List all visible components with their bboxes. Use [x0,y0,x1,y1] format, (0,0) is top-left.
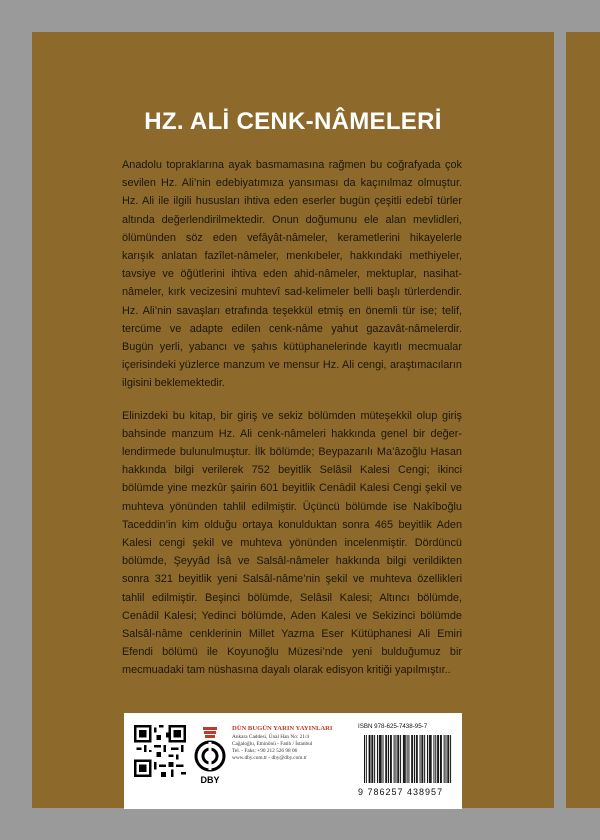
book-title: HZ. ALİ CENK-NÂMELERİ [144,108,442,135]
publisher-address-1: Ankara Caddesi, Ünal Han No: 21/4 [232,734,310,740]
publisher-address-2: Cağaloğlu, Eminönü - Fatih / İstanbul [232,741,313,747]
barcode-icon [364,735,452,783]
blurb-text [122,156,462,694]
publisher-phone: Tel. - Faks: +90 212 526 98 06 [232,748,298,754]
adjacent-cover-edge [566,32,600,808]
publisher-logo-icon [193,725,227,787]
blurb-paragraph-1: Anadolu topraklarına ayak basmamasına rağmen bu coğrafyada çok sevilen Hz. Ali’nin edebiyatımıza yansıması da kaçınılmaz olmuştur. Hz. Ali ile ilgili hususları ihtiva eden eserler bugün çeşitli edebî türler altında değerlendirilmektedir. Onun doğumunu ele alan mevlidleri, ölümünden söz eden vefâyât-nâmeler, kerametlerini hikayelerle karışık anlatan fazîlet-nâmeler, menkıbeler, hakkındaki methiyeler, tavsiye ve öğütlerini ihtiva eden ahid-nâmeler, mektuplar, nasihat-nâmeler, kırk vecizesini muhtevî sad-kelimeler belli başlı türlerdendir. Hz. Ali’nin savaşları etrafında teşekkül etmiş en önemli tür ise; telif, tercüme ve adapte edilen cenk-nâme yahut gazavât-nâmelerdir. Bugün yerli, yabancı ve şahıs kütüphanelerinde kayıtlı mecmualar içerisindeki yüzlerce manzum ve mensur Hz. Ali cengi, araştımacıların ilgisini beklemektedir. [122,159,462,390]
isbn-label: ISBN 978-625-7438-95-7 [358,723,428,730]
publisher-name: DÜN BUGÜN YARIN YAYINLARI [232,725,333,732]
back-cover [32,32,554,808]
logo-text: DBY [200,775,220,785]
blurb-paragraph-2: Elinizdeki bu kitap, bir giriş ve sekiz bölümden müteşekkil olup giriş bahsinde manzum Hz. Ali cenk-nâmeleri hakkında genel bir değer-lendirmede bulunulmuştur. İlk bölümde; Beypazarılı Ma’âzoğlu Hasan hakkında bilgi verilerek 752 beyitlik Selâsil Kalesi Cengi; ikinci bölümde yine mezkûr şairin 601 beyitlik Cenâdil Kalesi Cengi şekil ve muhteva yönünden tahlil edilmiştir. Üçüncü bölümde ise Nakîboğlu Taceddin’in kim olduğu ortaya konulduktan sonra 465 beyitlik Aden Kalesi cengi şekil ve muhteva yönünden incelenmiştir. Dördüncü bölümde, Şeyyâd İsâ ve Salsâl-nâmeler hakkında bilgi verildikten sonra 321 beyitlik yeni Salsâl-nâme’nin şekil ve muhteva özellikleri tahlil edilmiştir. Beşinci bölümde, Selâsil Kalesi; Altıncı bölümde, Cenâdil Kalesi; Yedinci bölümde, Aden Kalesi ve Sekizinci bölümde Salsâl-nâme cenklerinin Millet Yazma Eser Kütüphanesi Ali Emiri Efendi bölümü ile Koyunoğlu Müzesi’nde yeni bulduğumuz bir mecmuadaki tam nüshasına dayalı olarak edisyon kritiği yapılmıştır.. [122,409,462,677]
publisher-footer [124,713,462,809]
qr-code-icon [134,725,186,777]
barcode-number: 9 786257 438957 [358,787,444,797]
publisher-info [232,725,362,762]
publisher-web: www.dby.com.tr - dby@dby.com.tr [232,755,307,761]
